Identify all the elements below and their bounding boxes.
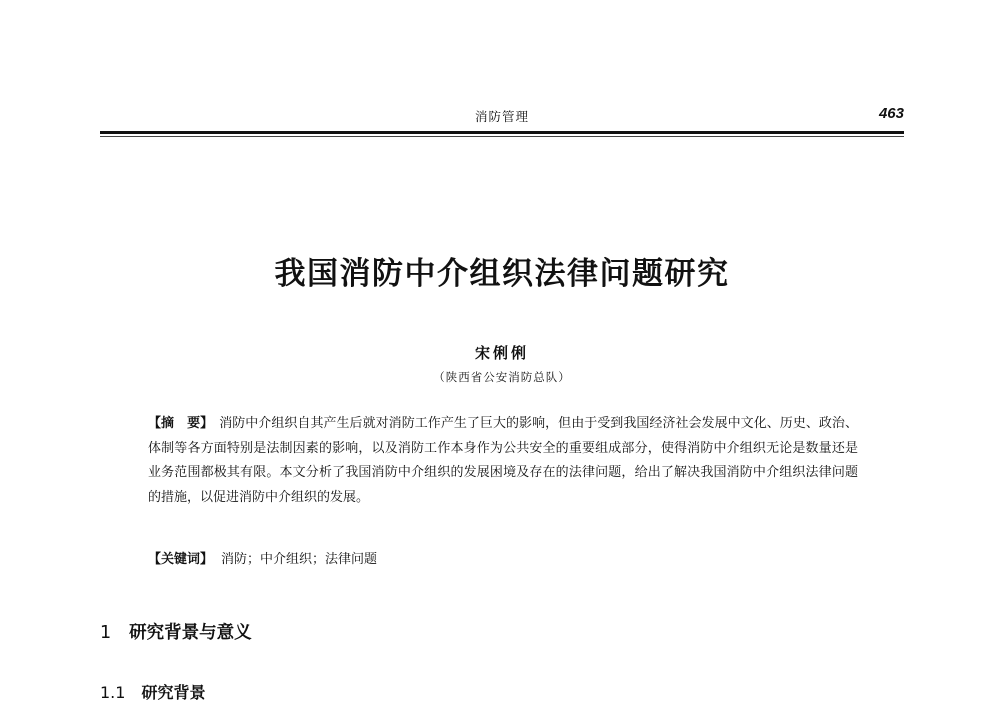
page-number: 463 [878, 105, 904, 122]
keywords-label: 【关键词】 [148, 552, 214, 567]
author-name: 宋俐俐 [474, 344, 529, 362]
running-header [100, 103, 904, 127]
subsection-title: 研究背景 [141, 683, 206, 702]
section-heading [100, 619, 252, 644]
section-title: 研究背景与意义 [129, 623, 252, 643]
section-number: 1 [100, 623, 112, 643]
subsection-heading [100, 680, 205, 703]
abstract-text: 消防中介组织自其产生后就对消防工作产生了巨大的影响，但由于受到我国经济社会发展中文化、历史、政治、体制等各方面特别是法制因素的影响，以及消防工作本身作为公共安全的重要组成部分，使得消防中介组织无论是数量还是业务范围都极其有限。本文分析了我国消防中介组织的发展困境及存在的法律问题，给出了解决我国消防中介组织法律问题的措施，以促进消防中介组织的发展。 [148, 416, 858, 505]
author-affiliation: （陕西省公安消防总队） [433, 370, 571, 384]
keywords [148, 549, 858, 571]
abstract-label: 【摘 要】 [148, 416, 214, 431]
journal-name: 消防管理 [474, 109, 529, 124]
abstract [148, 412, 858, 510]
article-title: 我国消防中介组织法律问题研究 [274, 256, 730, 292]
header-rule-thin [100, 136, 904, 137]
keywords-text: 消防；中介组织；法律问题 [221, 552, 378, 567]
subsection-number: 1.1 [100, 683, 126, 702]
header-rule-thick [100, 131, 904, 134]
